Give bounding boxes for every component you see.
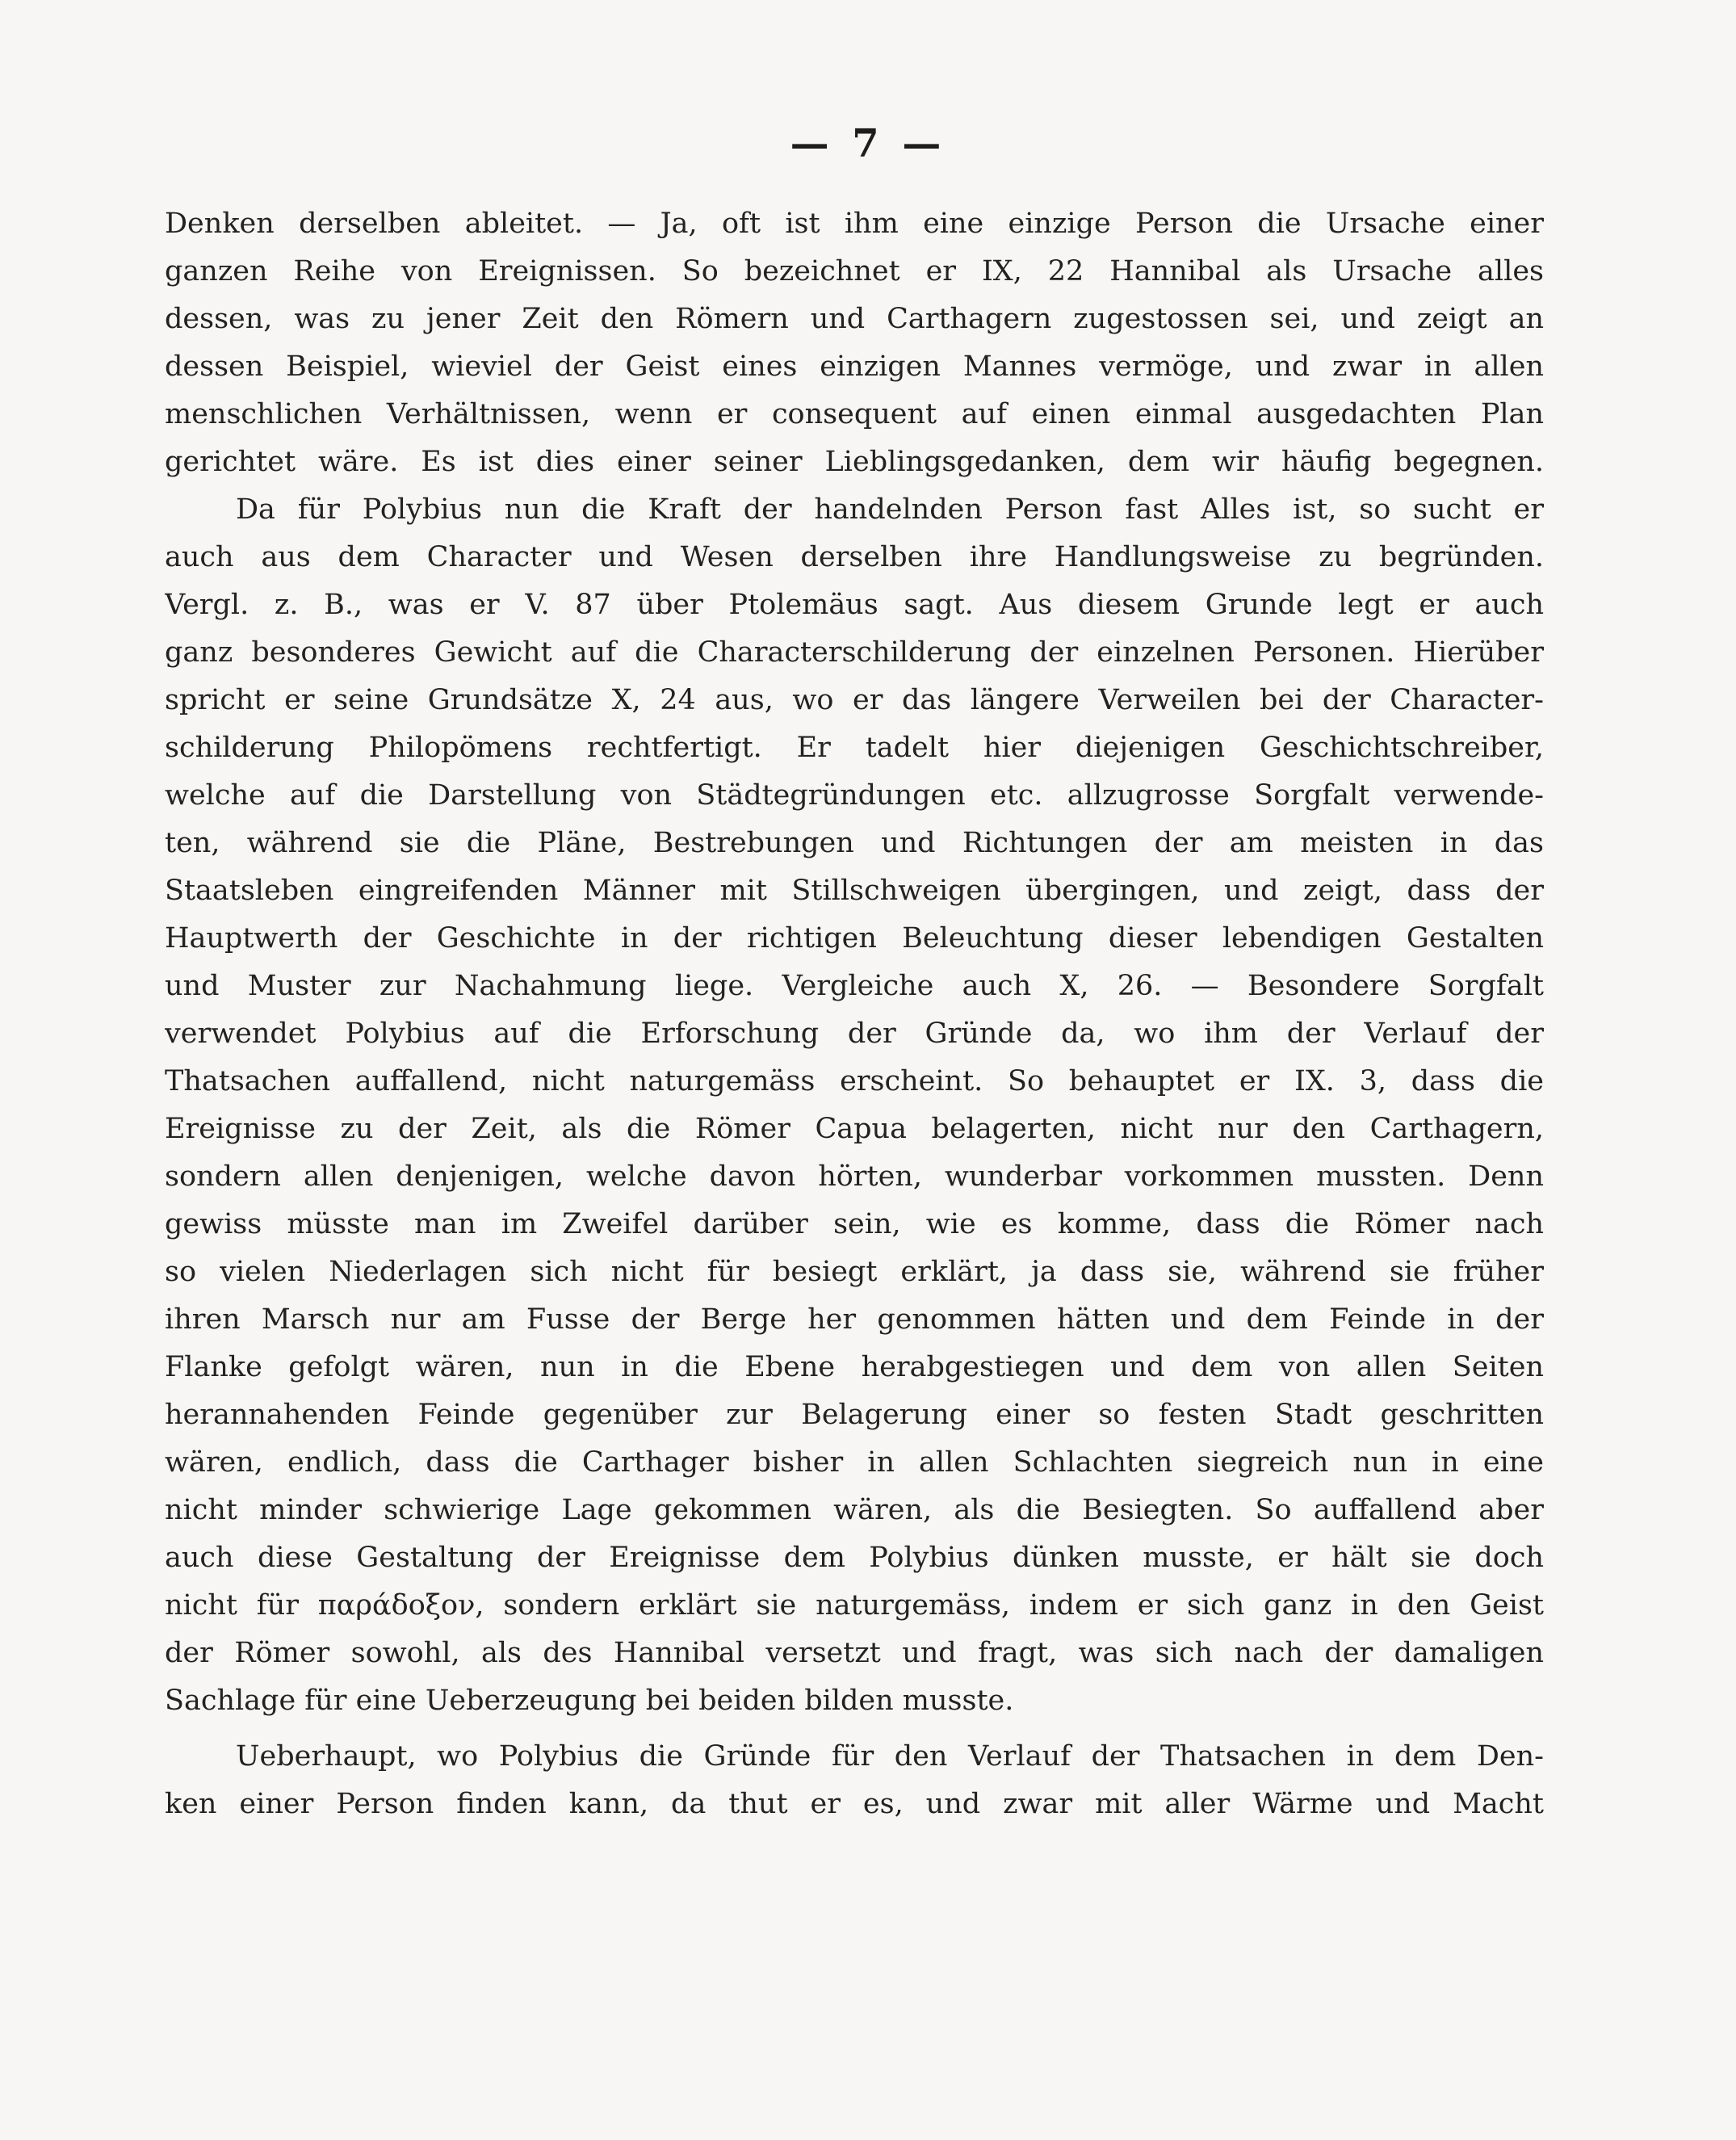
text-line: auch aus dem Character und Wesen derselben ihre Handlungsweise zu begründen. (165, 541, 1544, 573)
text-line: menschlichen Verhältnissen, wenn er consequent auf einen einmal ausgedachten Plan (165, 398, 1544, 430)
text-line: spricht er seine Grundsätze X, 24 aus, wo er das längere Verweilen bei der Character- (165, 684, 1544, 716)
text-line: welche auf die Darstellung von Städtegründungen etc. allzugrosse Sorgfalt verwende- (165, 779, 1544, 812)
text-line: ganz besonderes Gewicht auf die Characterschilderung der einzelnen Personen. Hierüber (165, 636, 1544, 669)
page-number: — 7 — (790, 121, 946, 166)
text-line: so vielen Niederlagen sich nicht für besiegt erklärt, ja dass sie, während sie früher (165, 1256, 1544, 1288)
text-line: Denken derselben ableitet. — Ja, oft ist ihm eine einzige Person die Ursache einer (165, 208, 1544, 240)
text-line: dessen Beispiel, wieviel der Geist eines einzigen Mannes vermöge, und zwar in allen (165, 350, 1544, 383)
text-line: ten, während sie die Pläne, Bestrebungen und Richtungen der am meisten in das (165, 827, 1544, 859)
text-line: Ueberhaupt, wo Polybius die Gründe für den Verlauf der Thatsachen in dem Den- (236, 1740, 1544, 1773)
text-line: gewiss müsste man im Zweifel darüber sein, wie es komme, dass die Römer nach (165, 1208, 1544, 1240)
text-line: Sachlage für eine Ueberzeugung bei beiden bilden musste. (165, 1685, 1014, 1717)
text-line: Flanke gefolgt wären, nun in die Ebene herabgestiegen und dem von allen Seiten (165, 1351, 1544, 1383)
text-line: auch diese Gestaltung der Ereignisse dem Polybius dünken musste, er hält sie doch (165, 1542, 1544, 1574)
text-line: nicht für παράδοξον, sondern erklärt sie naturgemäss, indem er sich ganz in den Geist (165, 1589, 1544, 1622)
text-line: sondern allen denjenigen, welche davon hörten, wunderbar vorkommen mussten. Denn (165, 1160, 1544, 1193)
text-line: gerichtet wäre. Es ist dies einer seiner Lieblingsgedanken, dem wir häufig begegnen. (165, 446, 1544, 478)
text-line: herannahenden Feinde gegenüber zur Belagerung einer so festen Stadt geschritten (165, 1399, 1544, 1431)
text-line: Ereignisse zu der Zeit, als die Römer Capua belagerten, nicht nur den Carthagern, (165, 1113, 1544, 1145)
text-line: Da für Polybius nun die Kraft der handelnden Person fast Alles ist, so sucht er (236, 493, 1544, 526)
text-line: Hauptwerth der Geschichte in der richtigen Beleuchtung dieser lebendigen Gestalten (165, 922, 1544, 955)
text-line: ken einer Person finden kann, da thut er es, und zwar mit aller Wärme und Macht (165, 1788, 1544, 1820)
text-line: schilderung Philopömens rechtfertigt. Er tadelt hier diejenigen Geschichtschreiber, (165, 732, 1544, 764)
text-line: Thatsachen auffallend, nicht naturgemäss erscheint. So behauptet er IX. 3, dass die (165, 1065, 1544, 1097)
text-line: Vergl. z. B., was er V. 87 über Ptolemäus sagt. Aus diesem Grunde legt er auch (165, 589, 1544, 621)
text-line: Staatsleben eingreifenden Männer mit Stillschweigen übergingen, und zeigt, dass der (165, 875, 1544, 907)
text-line: ihren Marsch nur am Fusse der Berge her genommen hätten und dem Feinde in der (165, 1303, 1544, 1336)
text-line: wären, endlich, dass die Carthager bisher in allen Schlachten siegreich nun in eine (165, 1446, 1544, 1479)
text-line: dessen, was zu jener Zeit den Römern und Carthagern zugestossen sei, und zeigt an (165, 303, 1544, 335)
text-line: der Römer sowohl, als des Hannibal versetzt und fragt, was sich nach der damaligen (165, 1637, 1544, 1669)
text-line: ganzen Reihe von Ereignissen. So bezeichnet er IX, 22 Hannibal als Ursache alles (165, 255, 1544, 287)
text-line: verwendet Polybius auf die Erforschung der Gründe da, wo ihm der Verlauf der (165, 1018, 1544, 1050)
body-text (165, 200, 1544, 1828)
text-line: nicht minder schwierige Lage gekommen wären, als die Besiegten. So auffallend aber (165, 1494, 1544, 1526)
text-line: und Muster zur Nachahmung liege. Vergleiche auch X, 26. — Besondere Sorgfalt (165, 970, 1544, 1002)
